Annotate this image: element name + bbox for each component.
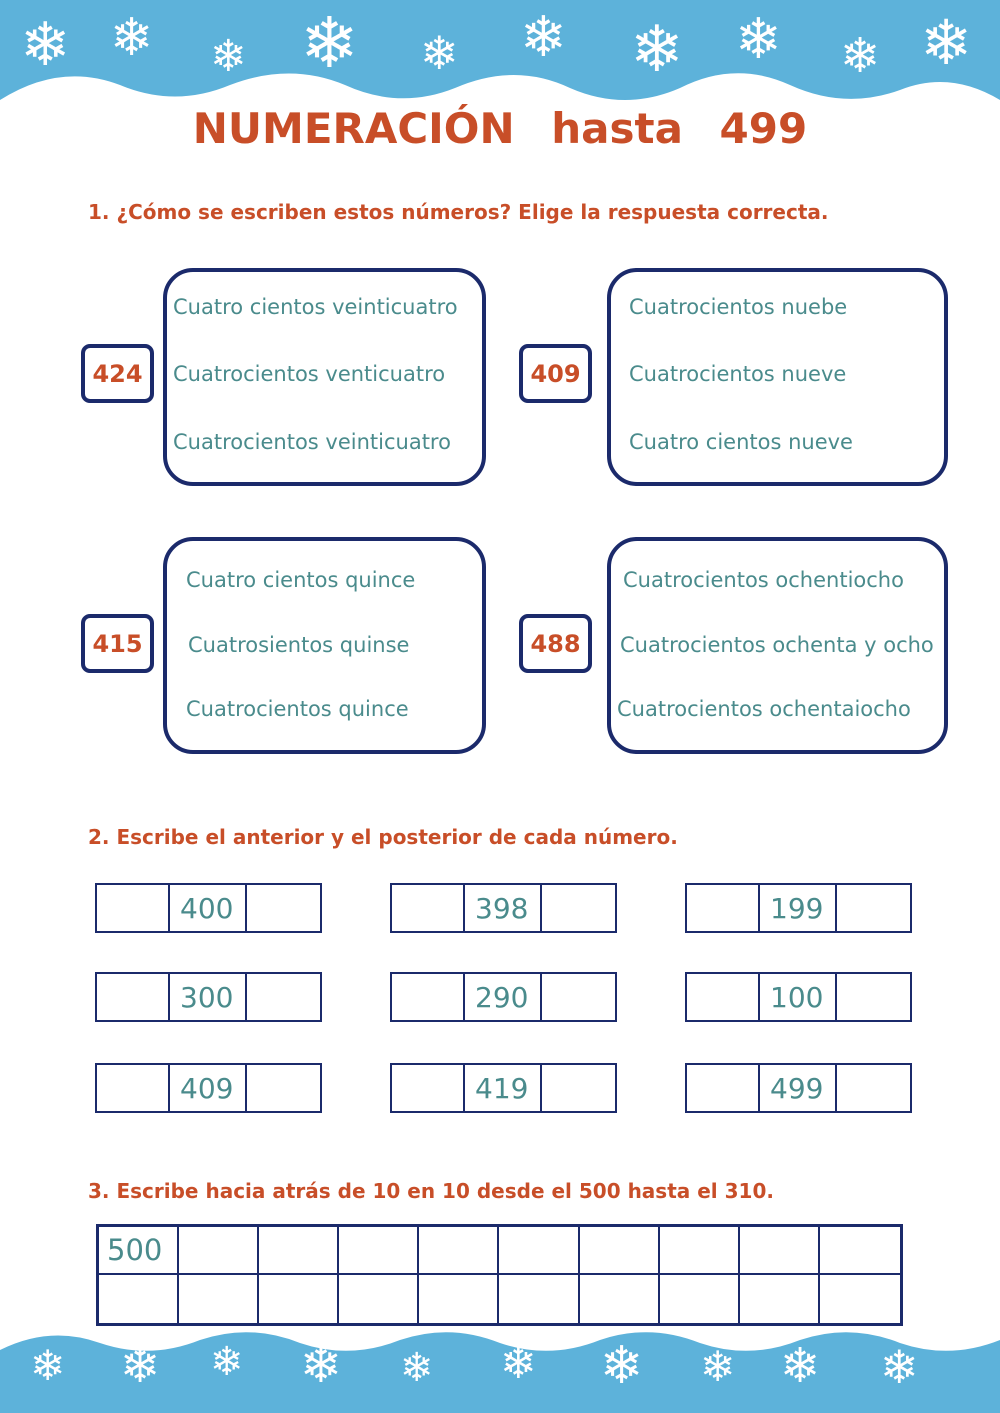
grid-cell-input[interactable] xyxy=(179,1275,259,1323)
answer-option[interactable]: Cuatrocientos venticuatro xyxy=(173,362,446,386)
grid-cell-input[interactable] xyxy=(419,1275,499,1323)
neighbor-row xyxy=(685,883,912,933)
next-number-input[interactable] xyxy=(837,885,910,931)
next-number-input[interactable] xyxy=(542,1065,615,1111)
snowflake-icon: ❄ xyxy=(110,8,154,68)
next-number-input[interactable] xyxy=(247,1065,320,1111)
grid-cell-input[interactable] xyxy=(99,1275,179,1323)
question-3-prompt: 3. Escribe hacia atrás de 10 en 10 desde el 500 hasta el 310. xyxy=(88,1179,774,1203)
given-number: 290 xyxy=(465,974,542,1020)
snowflake-icon: ❄ xyxy=(735,7,782,72)
countdown-grid xyxy=(96,1224,903,1326)
grid-cell-input[interactable] xyxy=(740,1227,820,1275)
neighbor-row xyxy=(685,1063,912,1113)
grid-cell-input[interactable] xyxy=(179,1227,259,1275)
neighbor-row xyxy=(95,883,322,933)
grid-cell-input[interactable] xyxy=(419,1227,499,1275)
snowflake-icon: ❄ xyxy=(120,1338,161,1394)
snowflake-icon: ❄ xyxy=(500,1338,537,1389)
answer-option[interactable]: Cuatrocientos ochentiocho xyxy=(623,568,904,592)
next-number-input[interactable] xyxy=(837,1065,910,1111)
next-number-input[interactable] xyxy=(247,885,320,931)
neighbor-row xyxy=(685,972,912,1022)
snowflake-icon: ❄ xyxy=(840,28,881,84)
grid-cell-input[interactable] xyxy=(820,1227,900,1275)
answer-option[interactable]: Cuatrocientos ochentaiocho xyxy=(617,697,911,721)
snowflake-icon: ❄ xyxy=(20,10,71,80)
snowflake-icon: ❄ xyxy=(600,1336,644,1396)
grid-cell-input[interactable] xyxy=(259,1275,339,1323)
snowflake-icon: ❄ xyxy=(420,26,459,80)
given-number: 100 xyxy=(760,974,837,1020)
next-number-input[interactable] xyxy=(542,885,615,931)
answer-option[interactable]: Cuatro cientos veinticuatro xyxy=(173,295,458,319)
grid-cell-input[interactable] xyxy=(660,1227,740,1275)
previous-number-input[interactable] xyxy=(392,1065,465,1111)
given-number: 398 xyxy=(465,885,542,931)
number-box: 415 xyxy=(81,614,154,673)
neighbor-row xyxy=(390,972,617,1022)
grid-cell-input[interactable] xyxy=(339,1227,419,1275)
answer-option[interactable]: Cuatro cientos quince xyxy=(186,568,416,592)
neighbor-row xyxy=(95,1063,322,1113)
given-number: 199 xyxy=(760,885,837,931)
given-number: 499 xyxy=(760,1065,837,1111)
grid-cell-input[interactable] xyxy=(820,1275,900,1323)
answer-option[interactable]: Cuatrocientos nueve xyxy=(629,362,847,386)
answer-option[interactable]: Cuatrocientos veinticuatro xyxy=(173,430,451,454)
snowflake-icon: ❄ xyxy=(30,1341,66,1390)
next-number-input[interactable] xyxy=(247,974,320,1020)
previous-number-input[interactable] xyxy=(392,974,465,1020)
number-box: 488 xyxy=(519,614,592,673)
snowflake-icon: ❄ xyxy=(520,5,567,70)
grid-cell-input[interactable] xyxy=(259,1227,339,1275)
previous-number-input[interactable] xyxy=(687,1065,760,1111)
answer-option[interactable]: Cuatrocientos quince xyxy=(186,697,409,721)
snowflake-icon: ❄ xyxy=(400,1345,434,1391)
previous-number-input[interactable] xyxy=(687,974,760,1020)
grid-cell-input[interactable] xyxy=(339,1275,419,1323)
given-number: 409 xyxy=(170,1065,247,1111)
grid-cell-start: 500 xyxy=(99,1227,179,1275)
answer-option[interactable]: Cuatro cientos nueve xyxy=(629,430,853,454)
answer-option[interactable]: Cuatrosientos quinse xyxy=(188,633,410,657)
answer-option[interactable]: Cuatrocientos nuebe xyxy=(629,295,848,319)
previous-number-input[interactable] xyxy=(97,885,170,931)
grid-cell-input[interactable] xyxy=(660,1275,740,1323)
grid-cell-input[interactable] xyxy=(580,1275,660,1323)
grid-cell-input[interactable] xyxy=(740,1275,820,1323)
snowflake-icon: ❄ xyxy=(780,1338,821,1394)
previous-number-input[interactable] xyxy=(392,885,465,931)
previous-number-input[interactable] xyxy=(97,974,170,1020)
given-number: 400 xyxy=(170,885,247,931)
answer-option[interactable]: Cuatrocientos ochenta y ocho xyxy=(620,633,934,657)
given-number: 419 xyxy=(465,1065,542,1111)
snowflake-icon: ❄ xyxy=(210,31,247,82)
page-title: NUMERACIÓN hasta 499 xyxy=(192,104,808,153)
snowflake-icon: ❄ xyxy=(300,1336,342,1394)
snowflake-icon: ❄ xyxy=(210,1339,244,1385)
question-2-prompt: 2. Escribe el anterior y el posterior de cada número. xyxy=(88,825,678,849)
grid-cell-input[interactable] xyxy=(499,1227,579,1275)
question-1-prompt: 1. ¿Cómo se escriben estos números? Elige la respuesta correcta. xyxy=(88,200,829,224)
grid-cell-input[interactable] xyxy=(499,1275,579,1323)
next-number-input[interactable] xyxy=(837,974,910,1020)
number-box: 409 xyxy=(519,344,592,403)
given-number: 300 xyxy=(170,974,247,1020)
snowflake-icon: ❄ xyxy=(700,1342,736,1391)
grid-cell-input[interactable] xyxy=(580,1227,660,1275)
snowflake-icon: ❄ xyxy=(630,13,684,87)
snowflake-icon: ❄ xyxy=(300,2,359,84)
neighbor-row xyxy=(390,883,617,933)
previous-number-input[interactable] xyxy=(687,885,760,931)
number-box: 424 xyxy=(81,344,154,403)
neighbor-row xyxy=(95,972,322,1022)
neighbor-row xyxy=(390,1063,617,1113)
snowflake-icon: ❄ xyxy=(880,1340,919,1394)
next-number-input[interactable] xyxy=(542,974,615,1020)
snowflake-icon: ❄ xyxy=(920,6,972,79)
previous-number-input[interactable] xyxy=(97,1065,170,1111)
